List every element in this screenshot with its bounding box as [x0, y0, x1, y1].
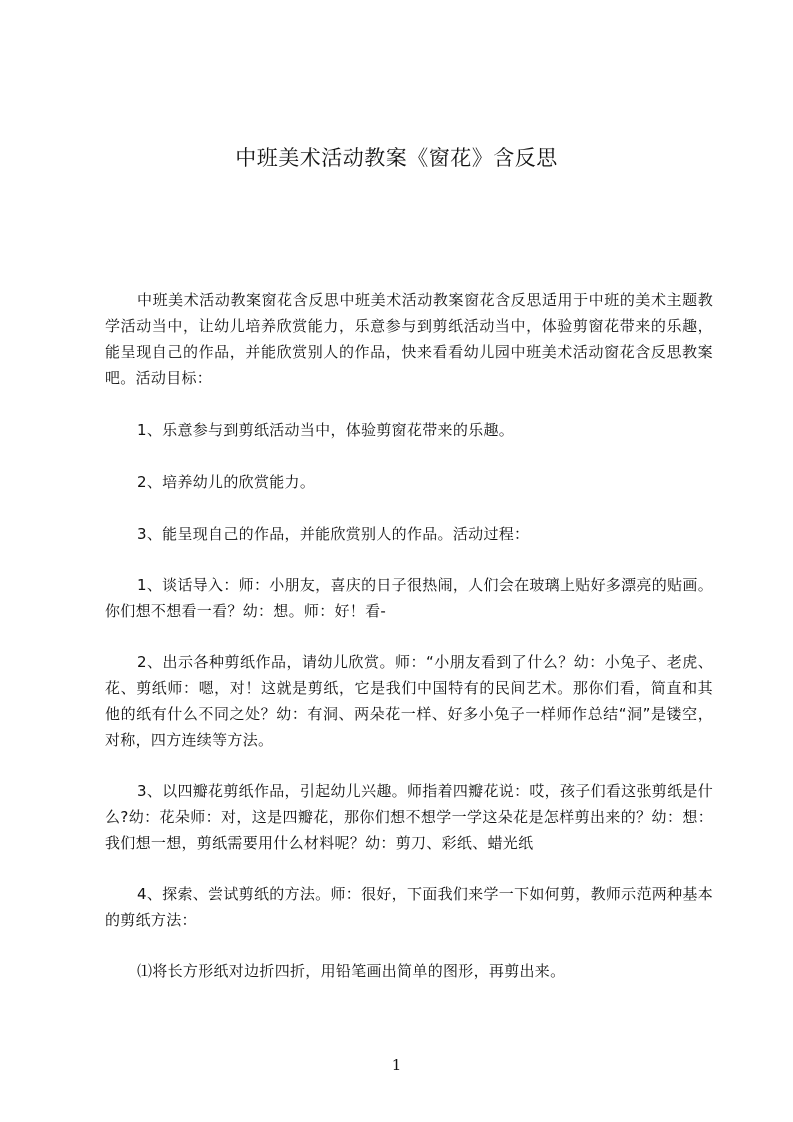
document-body	[105, 287, 713, 984]
process-3-paragraph: 3、以四瓣花剪纸作品，引起幼儿兴趣。师指着四瓣花说：哎，孩子们看这张剪纸是什么?幼：花朵师：对，这是四瓣花，那你们想不想学一学这朵花是怎样剪出来的？幼：想：我们想一想，剪纸需要用什么材料呢？幼：剪刀、彩纸、蜡光纸	[105, 782, 713, 852]
goal-3-paragraph: 3、能呈现自己的作品，并能欣赏别人的作品。活动过程：	[137, 525, 530, 543]
process-2-paragraph: 2、出示各种剪纸作品，请幼儿欣赏。师：“小朋友看到了什么？幼：小兔子、老虎、花、剪纸师：嗯，对！这就是剪纸，它是我们中国特有的民间艺术。那你们看，简直和其他的纸有什么不同之处？幼：有洞、两朵花一样、好多小兔子一样师作总结“洞”是镂空，对称，四方连续等方法。	[105, 653, 713, 749]
goal-1-paragraph: 1、乐意参与到剪纸活动当中，体验剪窗花带来的乐趣。	[137, 421, 515, 439]
document-title: 中班美术活动教案《窗花》含反思	[235, 146, 558, 170]
intro-paragraph: 中班美术活动教案窗花含反思中班美术活动教案窗花含反思适用于中班的美术主题教学活动当中，让幼儿培养欣赏能力，乐意参与到剪纸活动当中，体验剪窗花带来的乐趣，能呈现自己的作品，并能欣赏别人的作品，快来看看幼儿园中班美术活动窗花含反思教案吧。活动目标：	[105, 291, 713, 387]
process-1-paragraph: 1、谈话导入：师：小朋友，喜庆的日子很热闹，人们会在玻璃上贴好多漂亮的贴画。你们想不想看一看？幼：想。师：好！看-	[105, 576, 713, 620]
page-number: 1	[391, 1056, 402, 1074]
process-4-paragraph: 4、探索、尝试剪纸的方法。师：很好，下面我们来学一下如何剪，教师示范两种基本的剪纸方法：	[105, 885, 713, 929]
method-1-paragraph: ⑴将长方形纸对边折四折，用铅笔画出简单的图形，再剪出来。	[137, 962, 566, 980]
goal-2-paragraph: 2、培养幼儿的欣赏能力。	[137, 473, 316, 491]
